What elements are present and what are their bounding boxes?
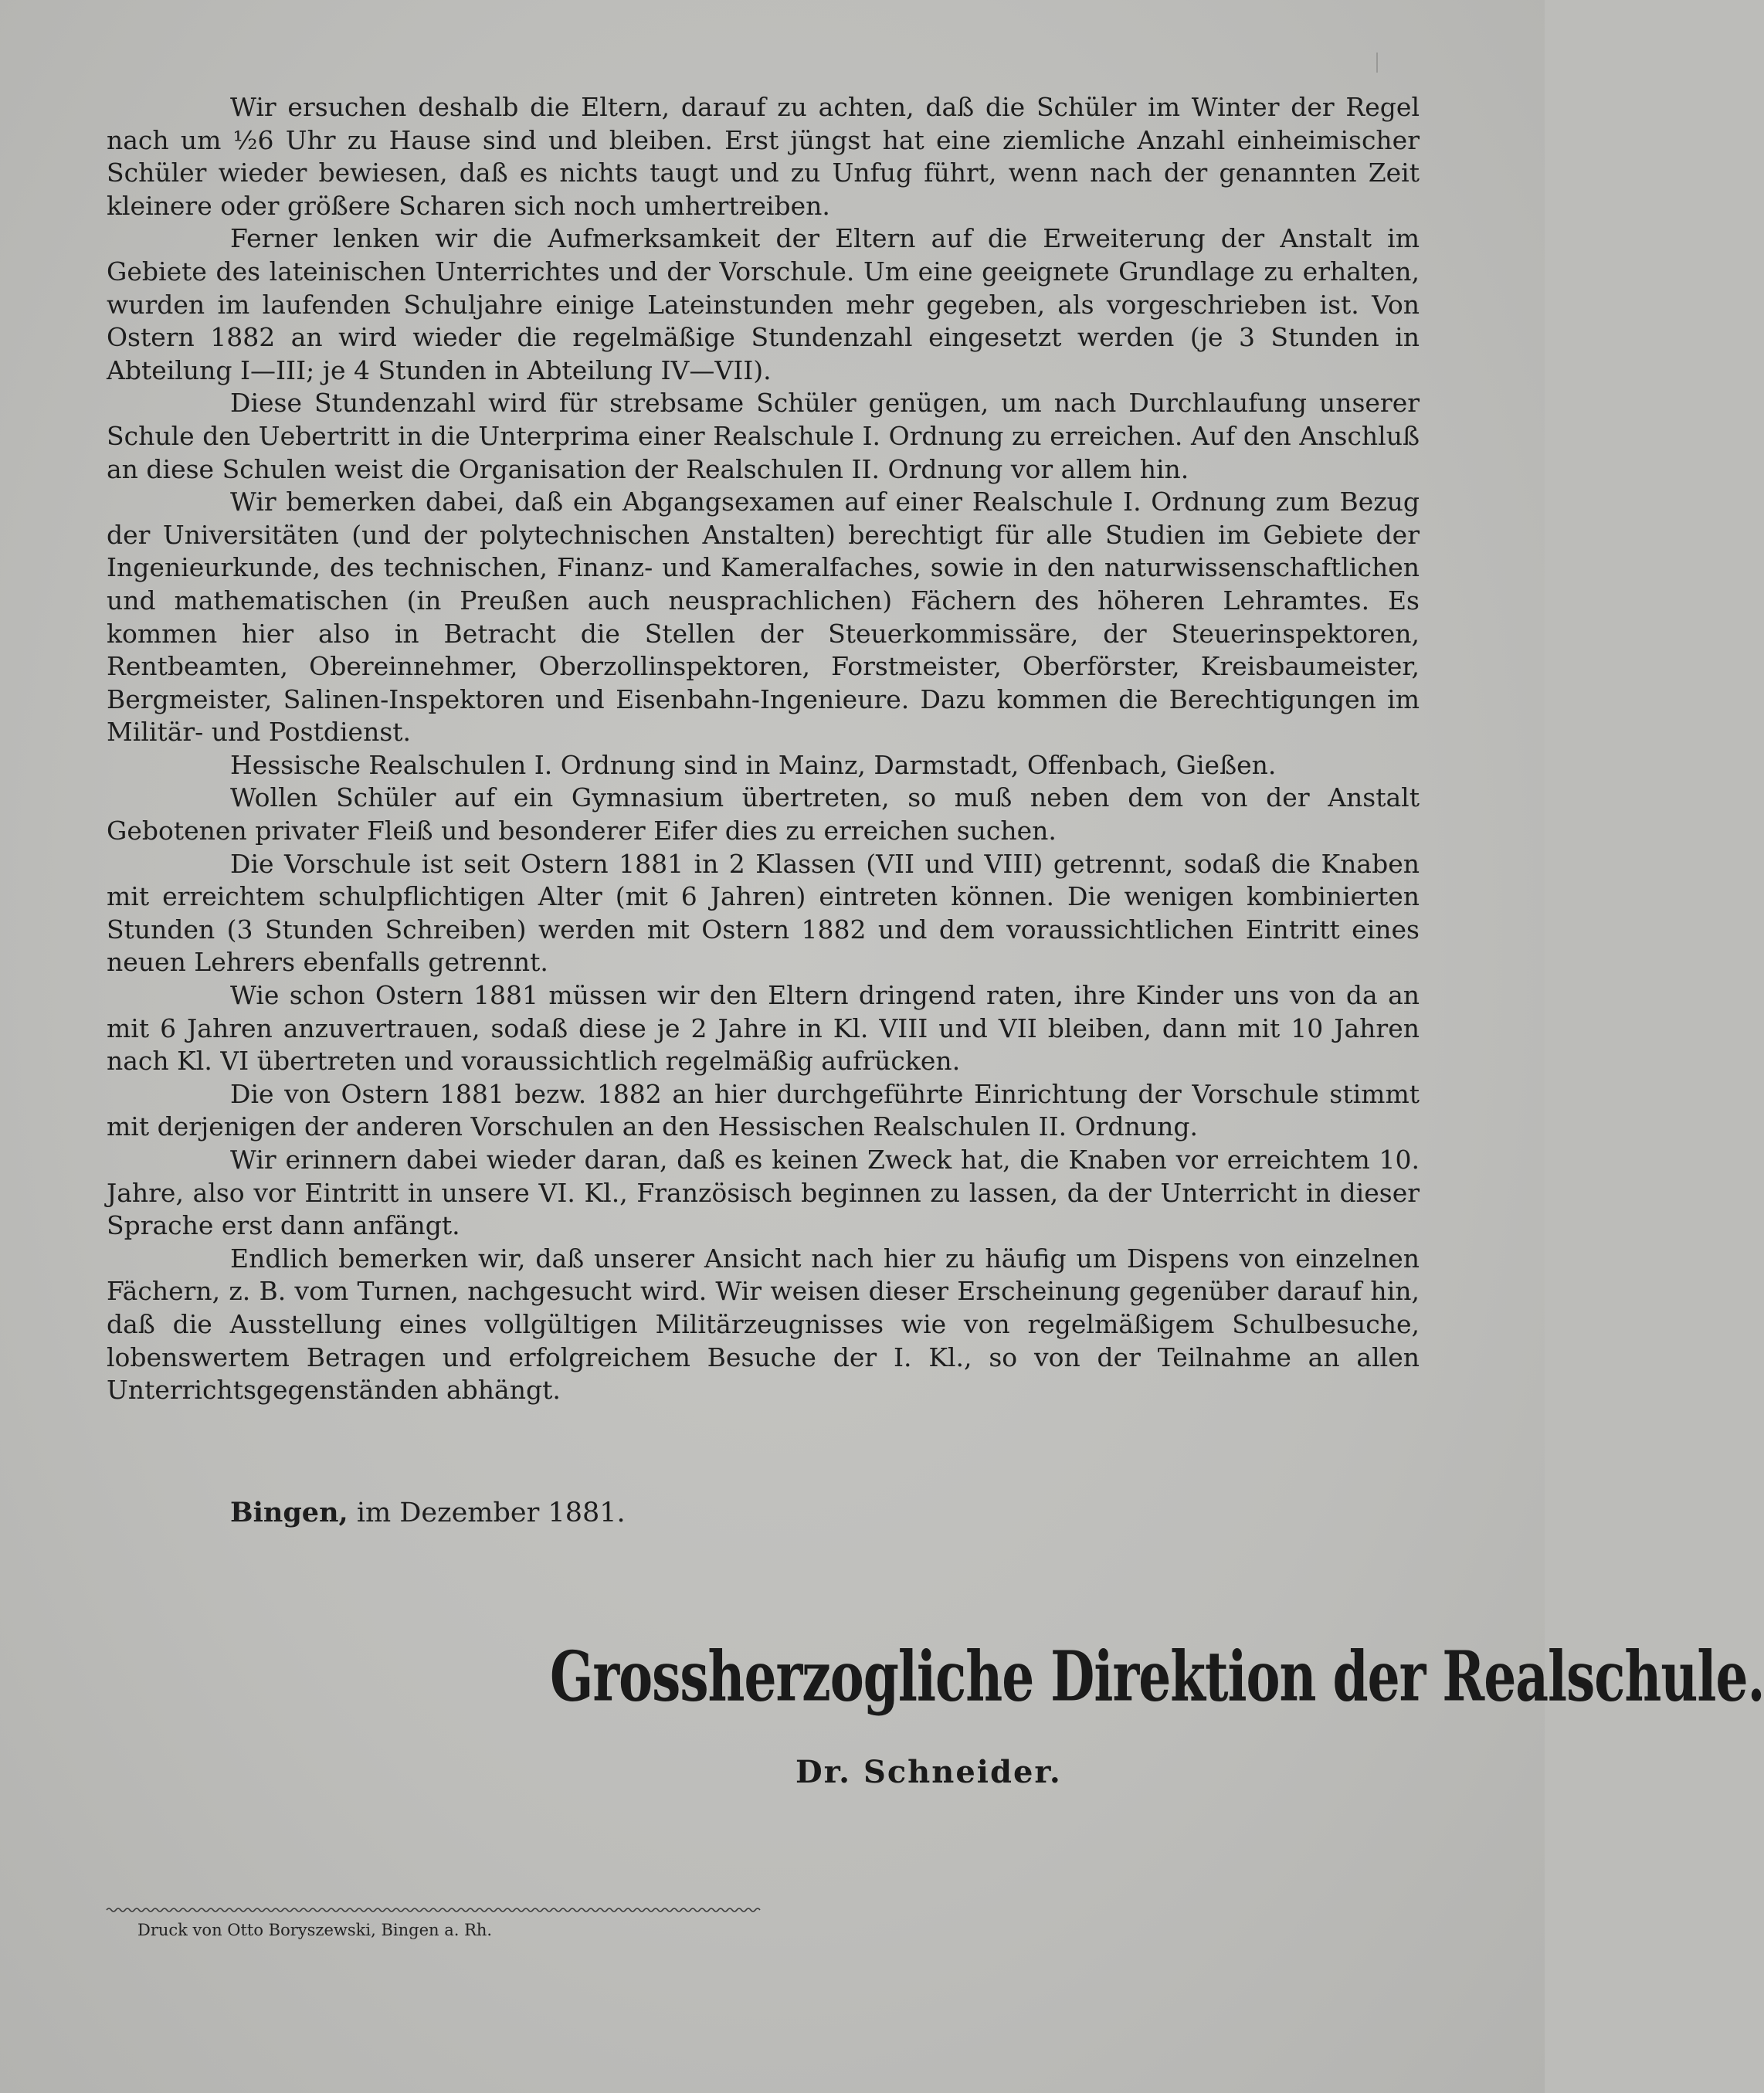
- paragraph-11: Endlich bemerken wir, daß unserer Ansicht nach hier zu häufig um Dispens von einzelnen Fächern, z. B. vom Turnen, nachgesucht wird. Wir weisen dieser Erscheinung gegenüber darauf hin, daß die Ausstellung eines vollgültigen Militärzeugnisses wie von regelmäßigem Schulbesuche, lobenswertem Betragen und erfolgreichem Besuche der I. Kl., so von der Teilnahme an allen Unterrichtsgegenständen abhängt.: [107, 1243, 1420, 1406]
- paragraph-9: Die von Ostern 1881 bezw. 1882 an hier durchgeführte Einrichtung der Vorschule stimmt mit derjenigen der anderen Vorschulen an den Hessischen Realschulen II. Ordnung.: [107, 1078, 1420, 1142]
- wavy-divider: [107, 1906, 755, 1914]
- paragraph-4: Wir bemerken dabei, daß ein Abgangsexamen auf einer Realschule I. Ordnung zum Bezug der Universitäten (und der polytechnischen Anstalten) berechtigt für alle Studien im Gebiete der Ingenieurkunde, des technischen, Finanz- und Kameralfaches, sowie in den naturwissenschaftlichen und mathematischen (in Preußen auch neusprachlichen) Fächern des höheren Lehramtes. Es kommen hier also in Betracht die Stellen der Steuerkommissäre, der Steuerinspektoren, Rentbeamten, Obereinnehmer, Oberzollinspektoren, Forstmeister, Oberförster, Kreisbaumeister, Bergmeister, Salinen-Inspektoren und Eisenbahn-Ingenieure. Dazu kommen die Berechtigungen im Militär- und Postdienst.: [107, 487, 1420, 748]
- paragraph-8: Wie schon Ostern 1881 müssen wir den Eltern dringend raten, ihre Kinder uns von da an mit 6 Jahren anzuvertrauen, sodaß diese je 2 Jahre in Kl. VIII und VII bleiben, dann mit 10 Jahren nach Kl. VI übertreten und voraussichtlich regelmäßig aufrücken.: [107, 980, 1420, 1077]
- paragraph-5: Hessische Realschulen I. Ordnung sind in Mainz, Darmstadt, Offenbach, Gießen.: [230, 749, 1277, 780]
- paragraph-6: Wollen Schüler auf ein Gymnasium übertreten, so muß neben dem von der Anstalt Gebotenen privater Fleiß und besonderer Eifer dies zu erreichen suchen.: [107, 782, 1420, 846]
- margin-mark: [1376, 53, 1378, 73]
- place: Bingen,: [230, 1497, 348, 1528]
- letter-body: [107, 91, 1420, 1407]
- paragraph-1: Wir ersuchen deshalb die Eltern, darauf zu achten, daß die Schüler im Winter der Regel nach um ½6 Uhr zu Hause sind und bleiben. Erst jüngst hat eine ziemliche Anzahl einheimischer Schüler wieder bewiesen, daß es nichts taugt und zu Unfug führt, wenn nach der genannten Zeit kleinere oder größere Scharen sich noch umhertreiben.: [107, 92, 1420, 221]
- paragraph-3: Diese Stundenzahl wird für strebsame Schüler genügen, um nach Durchlaufung unserer Schule den Uebertritt in die Unterprima einer Realschule I. Ordnung zu erreichen. Auf den Anschluß an diese Schulen weist die Organisation der Realschulen II. Ordnung vor allem hin.: [107, 388, 1420, 484]
- date: im Dezember 1881.: [356, 1498, 626, 1528]
- paragraph-7: Die Vorschule ist seit Ostern 1881 in 2 Klassen (VII und VIII) getrennt, sodaß die Knaben mit erreichtem schulpflichtigen Alter (mit 6 Jahren) eintreten können. Die wenigen kombinierten Stunden (3 Stunden Schreiben) werden mit Ostern 1882 und dem voraussichtlichen Eintritt eines neuen Lehrers ebenfalls getrennt.: [107, 848, 1420, 978]
- signatory-name: Dr. Schneider.: [795, 1754, 1062, 1790]
- paragraph-2: Ferner lenken wir die Aufmerksamkeit der Eltern auf die Erweiterung der Anstalt im Gebiete des lateinischen Unterrichtes und der Vorschule. Um eine geeignete Grundlage zu erhalten, wurden im laufenden Schuljahre einige Lateinstunden mehr gegeben, als vorgeschrieben ist. Von Ostern 1882 an wird wieder die regelmäßige Stundenzahl eingesetzt werden (je 3 Stunden in Abteilung I—III; je 4 Stunden in Abteilung IV—VII).: [107, 223, 1420, 385]
- issuing-authority: Grossherzogliche Direktion der Realschule.: [550, 1636, 1764, 1718]
- paragraph-10: Wir erinnern dabei wieder daran, daß es keinen Zweck hat, die Knaben vor erreichtem 10. Jahre, also vor Eintritt in unsere VI. Kl., Französisch beginnen zu lassen, da der Unterricht in dieser Sprache erst dann anfängt.: [107, 1145, 1420, 1241]
- printer-imprint: Druck von Otto Boryszewski, Bingen a. Rh.: [137, 1921, 493, 1939]
- place-date-line: [230, 1497, 626, 1528]
